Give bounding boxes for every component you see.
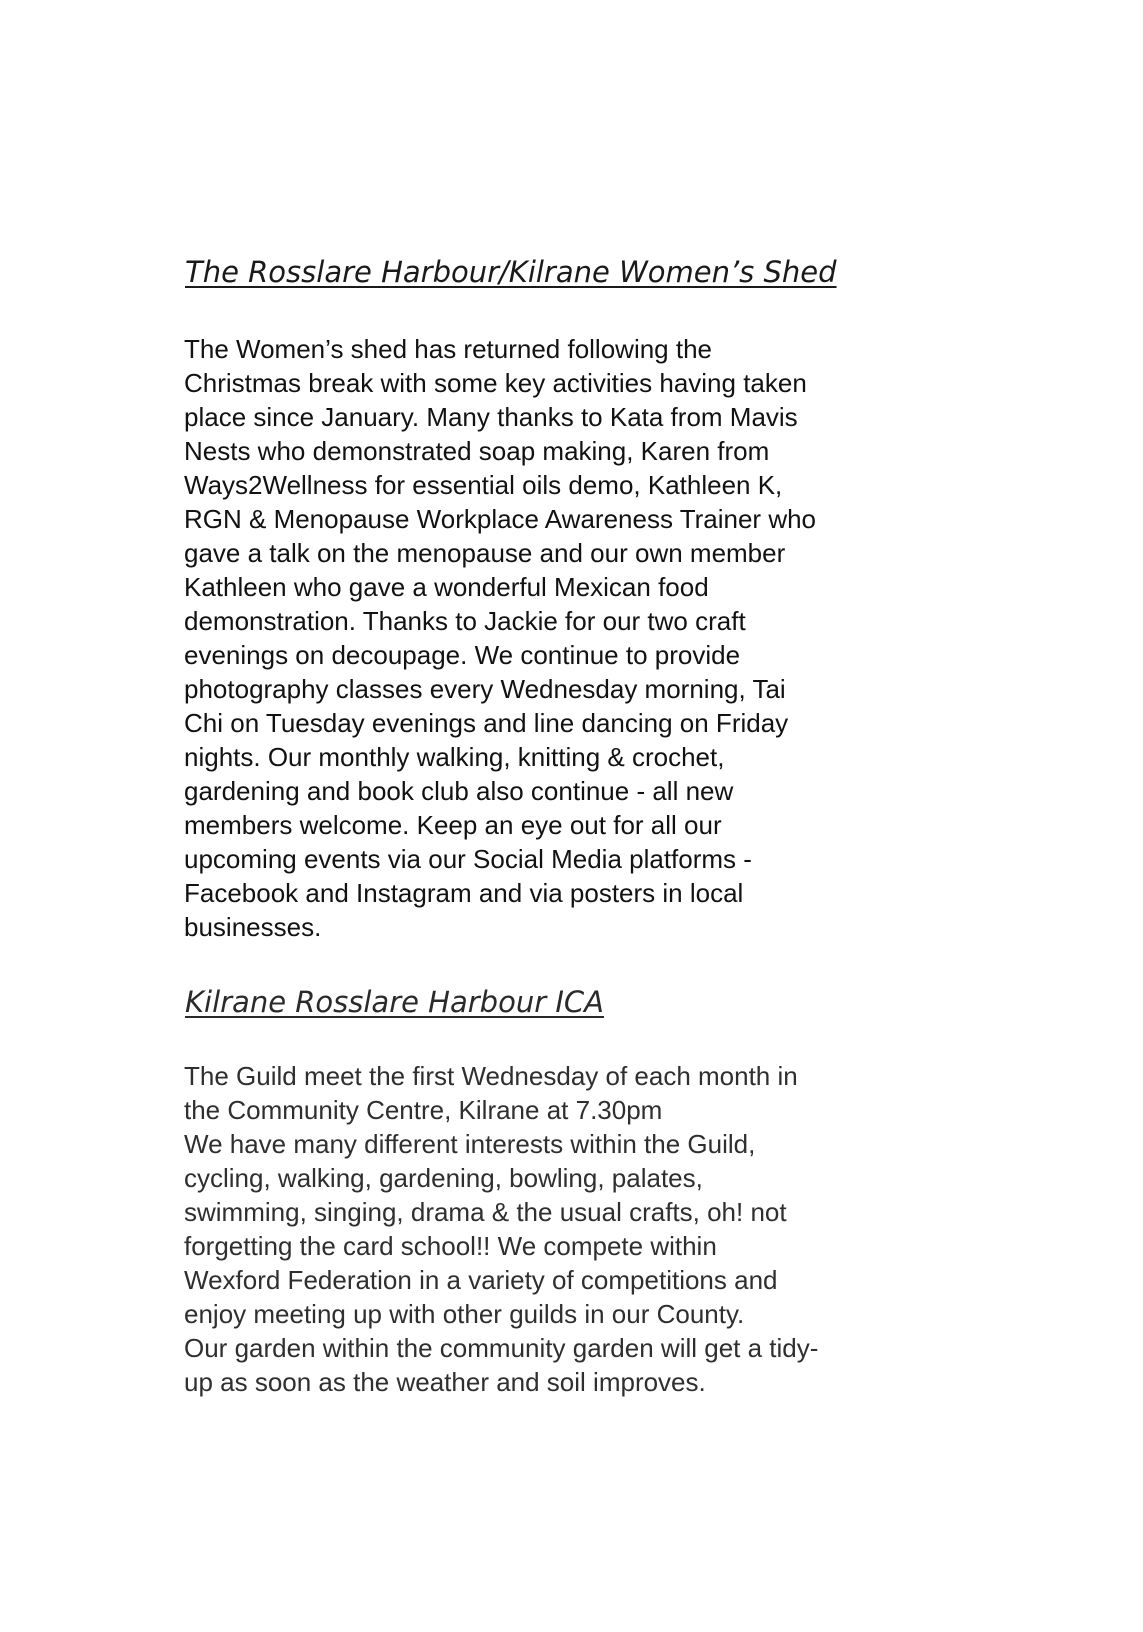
body-line: up as soon as the weather and soil improves. (184, 1367, 706, 1397)
womens-shed-body (184, 332, 924, 944)
body-line: Facebook and Instagram and via posters in local (184, 878, 744, 908)
body-line: Nests who demonstrated soap making, Karen from (184, 436, 770, 466)
body-line: Chi on Tuesday evenings and line dancing on Friday (184, 708, 789, 738)
body-line: We have many different interests within the Guild, (184, 1129, 756, 1159)
body-line: businesses. (184, 912, 322, 942)
body-line: place since January. Many thanks to Kata from Mavis (184, 402, 798, 432)
body-line: nights. Our monthly walking, knitting & crochet, (184, 742, 725, 772)
body-line: RGN & Menopause Workplace Awareness Trainer who (184, 504, 817, 534)
body-line: evenings on decoupage. We continue to provide (184, 640, 741, 670)
body-line: Wexford Federation in a variety of competitions and (184, 1265, 778, 1295)
body-line: gardening and book club also continue - all new (184, 776, 734, 806)
body-line: Ways2Wellness for essential oils demo, Kathleen K, (184, 470, 783, 500)
body-line: members welcome. Keep an eye out for all our (184, 810, 722, 840)
body-line: The Women’s shed has returned following the (184, 334, 713, 364)
body-line: Christmas break with some key activities having taken (184, 368, 807, 398)
body-line: gave a talk on the menopause and our own member (184, 538, 786, 568)
body-line: The Guild meet the first Wednesday of each month in (184, 1061, 798, 1091)
ica-body (184, 1059, 924, 1399)
body-line: Kathleen who gave a wonderful Mexican food (184, 572, 709, 602)
body-line: demonstration. Thanks to Jackie for our two craft (184, 606, 746, 636)
body-line: the Community Centre, Kilrane at 7.30pm (184, 1095, 663, 1125)
womens-shed-heading: The Rosslare Harbour/Kilrane Women’s Shed (185, 255, 837, 289)
body-line: photography classes every Wednesday morning, Tai (184, 674, 786, 704)
body-line: swimming, singing, drama & the usual crafts, oh! not (184, 1197, 787, 1227)
body-line: cycling, walking, gardening, bowling, palates, (184, 1163, 703, 1193)
body-line: enjoy meeting up with other guilds in our County. (184, 1299, 745, 1329)
body-line: forgetting the card school!! We compete within (184, 1231, 717, 1261)
body-line: upcoming events via our Social Media platforms - (184, 844, 752, 874)
body-line: Our garden within the community garden will get a tidy- (184, 1333, 819, 1363)
ica-heading: Kilrane Rosslare Harbour ICA (185, 985, 604, 1019)
